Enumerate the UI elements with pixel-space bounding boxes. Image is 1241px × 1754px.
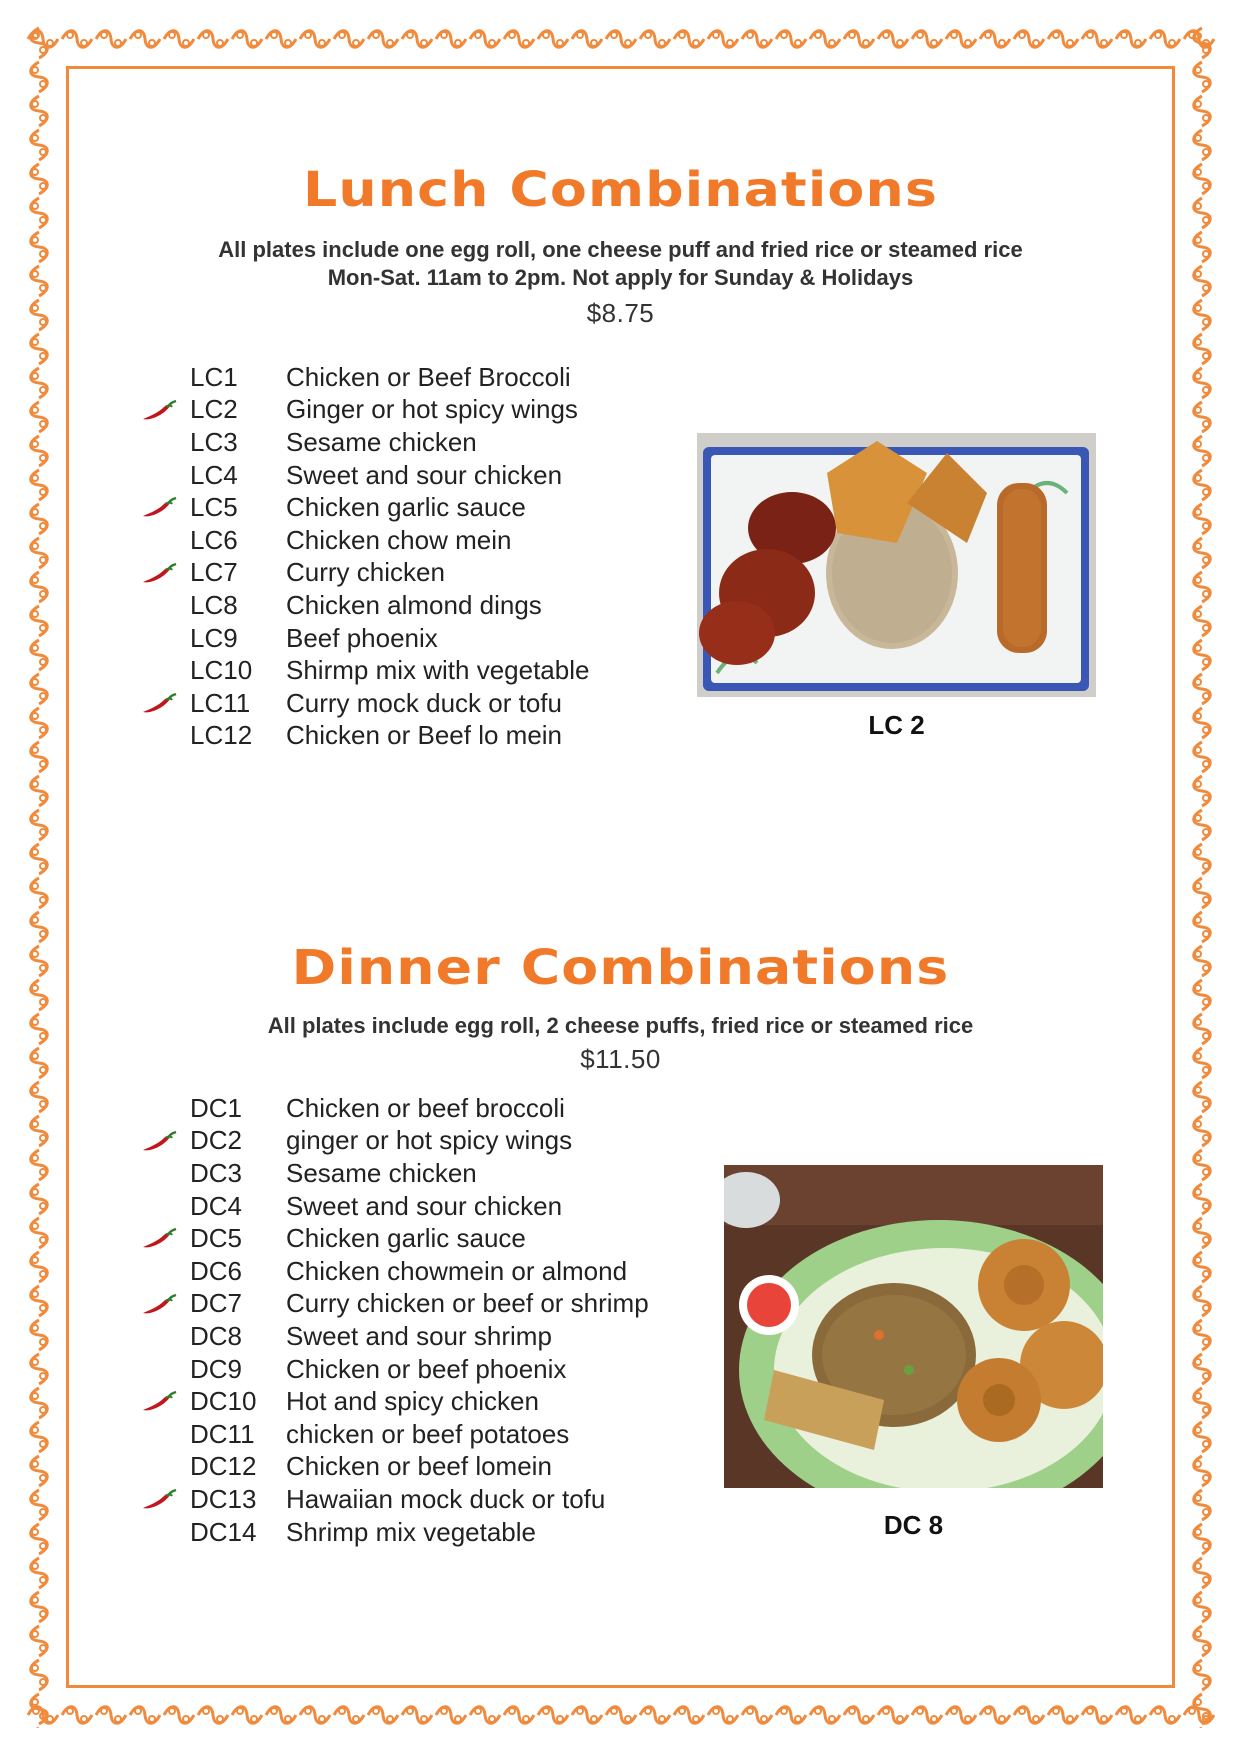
chili-pepper-icon <box>140 1390 178 1414</box>
menu-item-code: LC5 <box>190 492 238 523</box>
dinner-title: Dinner Combinations <box>291 940 950 996</box>
menu-item-name: Sesame chicken <box>286 426 477 457</box>
menu-item-code: DC5 <box>190 1223 243 1254</box>
chili-pepper-icon <box>140 692 178 716</box>
menu-item-code: LC4 <box>190 459 238 490</box>
menu-item-name: Shirmp mix with vegetable <box>286 655 590 686</box>
ornamental-border-top <box>26 26 1215 52</box>
dinner-photo-caption: DC 8 <box>883 1510 944 1540</box>
menu-item-code: DC4 <box>190 1190 243 1221</box>
lc2-dish-image <box>697 433 1096 697</box>
menu-item-code: DC13 <box>190 1483 257 1514</box>
ornamental-border-bottom <box>26 1702 1215 1728</box>
menu-item-code: DC2 <box>190 1125 243 1156</box>
menu-item-code: LC3 <box>190 426 238 457</box>
menu-item-code: DC9 <box>190 1353 243 1384</box>
menu-item-code: DC6 <box>190 1255 243 1286</box>
lunch-title: Lunch Combinations <box>302 162 939 218</box>
menu-item-code: DC1 <box>190 1092 243 1123</box>
chili-pepper-icon <box>140 399 178 423</box>
ornament-pattern <box>26 1702 1215 1728</box>
menu-item-name: Chicken chowmein or almond <box>286 1255 628 1286</box>
menu-item-name: Beef phoenix <box>286 622 438 653</box>
menu-item-code: DC8 <box>190 1320 243 1351</box>
menu-item-name: Sesame chicken <box>286 1157 477 1188</box>
dc8-dish-image <box>724 1165 1103 1488</box>
chili-pepper-icon <box>140 1227 178 1251</box>
lunch-photo <box>697 433 1096 697</box>
chili-pepper-icon <box>140 1293 178 1317</box>
menu-item-name: Ginger or hot spicy wings <box>286 394 578 425</box>
chili-pepper-icon <box>140 1488 178 1512</box>
menu-item-code: LC8 <box>190 589 238 620</box>
lunch-subtitle-2: Mon-Sat. 11am to 2pm. Not apply for Sunday & Holidays <box>327 265 914 290</box>
menu-item-code: DC3 <box>190 1157 243 1188</box>
menu-item-name: Hawaiian mock duck or tofu <box>286 1483 606 1514</box>
menu-item-name: Chicken garlic sauce <box>286 492 526 523</box>
chili-pepper-icon <box>140 496 178 520</box>
lunch-subtitle-1: All plates include one egg roll, one cheese puff and fried rice or steamed rice <box>218 237 1023 262</box>
menu-item-code: LC11 <box>190 687 251 718</box>
menu-item-code: DC11 <box>190 1418 255 1449</box>
menu-item-code: LC12 <box>190 720 253 751</box>
menu-item-code: LC10 <box>190 655 253 686</box>
menu-item-name: Sweet and sour chicken <box>286 459 563 490</box>
menu-item-name: Chicken garlic sauce <box>286 1223 526 1254</box>
chili-pepper-icon <box>140 562 178 586</box>
menu-item-name: Chicken chow mein <box>286 524 512 555</box>
menu-item-code: DC12 <box>190 1451 257 1482</box>
lunch-photo-caption: LC 2 <box>868 710 925 740</box>
menu-item-code: DC10 <box>190 1386 257 1417</box>
lunch-price: $8.75 <box>586 298 655 328</box>
menu-item-name: chicken or beef potatoes <box>286 1418 570 1449</box>
menu-item-name: Chicken or Beef lo mein <box>286 720 563 751</box>
dinner-price: $11.50 <box>580 1044 661 1074</box>
menu-item-name: Chicken or beef lomein <box>286 1451 552 1482</box>
dinner-subtitle-1: All plates include egg roll, 2 cheese puffs, fried rice or steamed rice <box>267 1013 974 1038</box>
menu-item-name: Hot and spicy chicken <box>286 1386 539 1417</box>
menu-item-code: LC6 <box>190 524 238 555</box>
menu-item-code: DC14 <box>190 1516 257 1547</box>
ornament-pattern <box>26 26 1215 52</box>
menu-item-name: Shrimp mix vegetable <box>286 1516 536 1547</box>
menu-item-code: DC7 <box>190 1288 243 1319</box>
menu-item-name: Chicken or beef phoenix <box>286 1353 567 1384</box>
menu-item-name: Curry chicken or beef or shrimp <box>286 1288 649 1319</box>
menu-item-name: Chicken or beef broccoli <box>286 1092 565 1123</box>
menu-item-name: Curry chicken <box>286 557 445 588</box>
menu-item-code: LC2 <box>190 394 238 425</box>
menu-item-name: Chicken almond dings <box>286 589 542 620</box>
menu-item-name: Sweet and sour shrimp <box>286 1320 552 1351</box>
chili-pepper-icon <box>140 1130 178 1154</box>
menu-item-name: ginger or hot spicy wings <box>286 1125 573 1156</box>
menu-item-name: Sweet and sour chicken <box>286 1190 563 1221</box>
menu-item-code: LC1 <box>190 361 238 392</box>
menu-item-name: Chicken or Beef Broccoli <box>286 361 571 392</box>
menu-item-code: LC9 <box>190 622 238 653</box>
dinner-photo <box>724 1165 1103 1488</box>
menu-item-code: LC7 <box>190 557 238 588</box>
menu-item-name: Curry mock duck or tofu <box>286 687 562 718</box>
